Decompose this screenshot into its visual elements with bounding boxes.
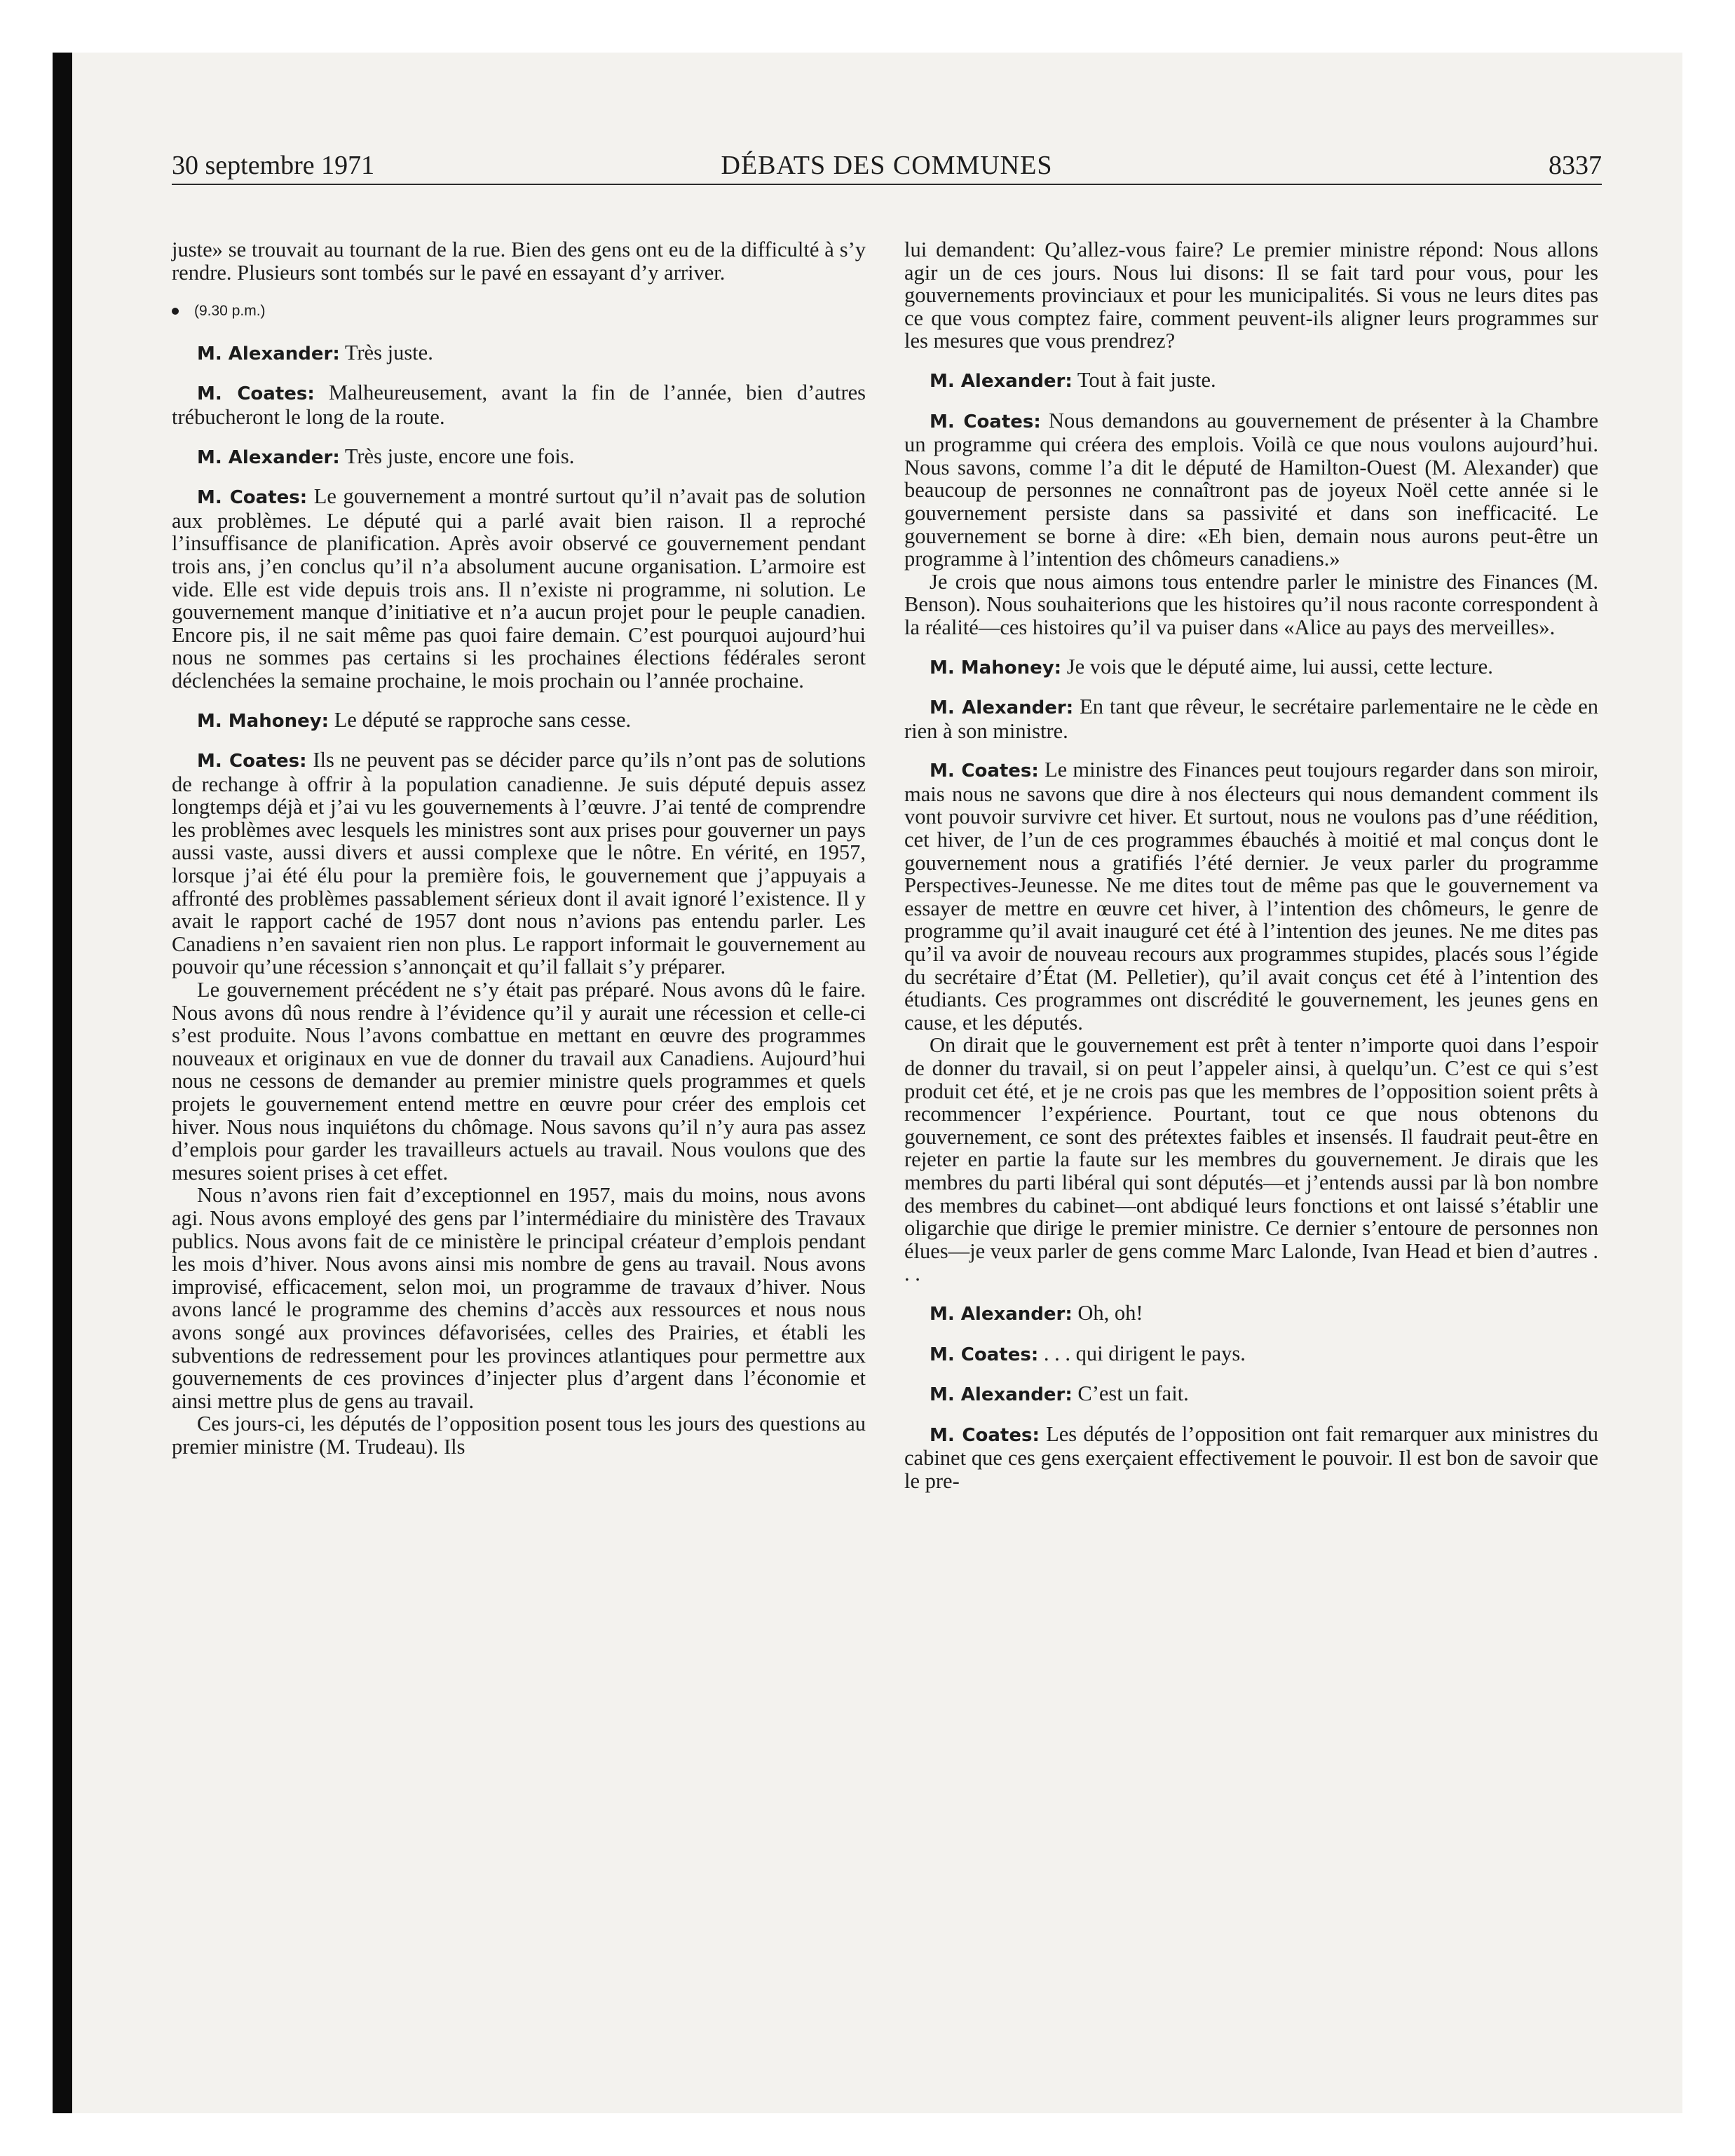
speech <box>904 409 1598 571</box>
speech <box>172 485 866 692</box>
speech <box>172 445 866 470</box>
speech <box>904 1302 1598 1326</box>
speaker-name: M. Mahoney: <box>930 657 1062 678</box>
speech-text: Le gouvernement a montré surtout qu’il n’avait pas de solution aux problèmes. Le député qui a parlé avait bien raison. Il a reproché l’insuffisance de planification. Après avoir observé ce gouvernement pendant trois ans, j’en conclus qu’il n’a absolument aucune organisation. L’armoire est vide. Elle est vide depuis trois ans. Il n’existe ni programme, ni solution. Le gouvernement manque d’initiative et n’a aucun projet pour le peuple canadien. Encore pis, il ne sait même pas quoi faire demain. C’est pourquoi aujourd’hui nous ne sommes pas certains si les prochaines élections fédérales seront déclenchées la semaine prochaine, le mois prochain ou l’année prochaine. <box>172 484 866 692</box>
speech-text: Les députés de l’opposition ont fait remarquer aux ministres du cabinet que ces gens exerçaient effectivement le pouvoir. Il est bon de savoir que le pre- <box>904 1421 1599 1493</box>
header-title: DÉBATS DES COMMUNES <box>721 151 1053 180</box>
scan-border <box>53 53 72 2113</box>
speaker-name: M. Alexander: <box>930 1384 1073 1406</box>
speaker-name: M. Coates: <box>197 487 308 509</box>
paragraph: Je crois que nous aimons tous entendre parler le ministre des Finances (M. Benson). Nous souhaiterions que les histoires qu’il nous raconte correspondent à la réalité—ces histoires qu’il va puiser dans «Alice au pays des merveilles». <box>904 569 1598 639</box>
speech-text: Malheureusement, avant la fin de l’année, bien d’autres trébucheront le long de la route. <box>172 381 866 429</box>
speech <box>904 369 1598 393</box>
speaker-name: M. Coates: <box>197 383 315 405</box>
speaker-name: M. Coates: <box>930 1424 1040 1446</box>
speech <box>904 1382 1598 1407</box>
speech <box>904 695 1598 742</box>
header-date: 30 septembre 1971 <box>172 151 375 180</box>
speaker-name: M. Alexander: <box>930 1303 1073 1325</box>
speech <box>172 709 866 733</box>
bullet-icon <box>172 308 179 315</box>
page-header <box>172 146 1602 185</box>
speaker-name: M. Alexander: <box>197 446 340 468</box>
time-stamp-text: (9.30 p.m.) <box>194 303 266 320</box>
speech-text: C’est un fait. <box>1077 1381 1189 1406</box>
paragraph: Le gouvernement précédent ne s’y était pas préparé. Nous avons dû le faire. Nous avons dû nous rendre à l’évidence qu’il y aurait une récession et celle-ci s’est produite. Nous l’avons combattue en mettant en œuvre des programmes nouveaux et originaux en vue de donner du travail aux Canadiens. Aujourd’hui nous ne cessons de demander au premier ministre quels programmes et quels projets le gouvernement entend mettre en œuvre pour créer des emplois cet hiver. Nous nous inquiétons du chômage. Nous savons qu’il n’y aura pas assez d’emplois pour garder les travailleurs actuels au travail. Nous voulons que des mesures soient prises à cet effet. <box>172 978 866 1185</box>
speech <box>172 381 866 428</box>
paragraph: Ces jours-ci, les députés de l’opposition posent tous les jours des questions au premier ministre (M. Trudeau). Ils <box>172 1412 866 1459</box>
speech-text: Très juste. <box>344 340 433 364</box>
speech-text: Oh, oh! <box>1077 1300 1143 1325</box>
paragraph: juste» se trouvait au tournant de la rue. Bien des gens ont eu de la difficulté à s’y rendre. Plusieurs sont tombés sur le pavé en essayant d’y arriver. <box>172 238 866 285</box>
speech <box>904 1423 1598 1493</box>
speech-text: En tant que rêveur, le secrétaire parlementaire ne le cède en rien à son ministre. <box>904 695 1598 743</box>
speech-text: Tout à fait juste. <box>1077 367 1216 392</box>
speaker-name: M. Coates: <box>930 1344 1039 1365</box>
speech-text: Le député se rapproche sans cesse. <box>334 707 632 732</box>
speaker-name: M. Coates: <box>930 760 1039 782</box>
speech-text: Le ministre des Finances peut toujours regarder dans son miroir, mais nous ne savons que dire à nos électeurs qui nous demandent comment ils vont pouvoir survivre cet hiver. Et surtout, nous ne voulons pas d’une réédition, cet hiver, de l’un de ces programmes ébauchés à moitié et mal conçus dont le gouvernement nous a gratifiés l’été dernier. Je veux parler du programme Perspectives-Jeunesse. Ne me dites tout de même pas que le gouvernement va essayer de mettre en œuvre cet hiver, à l’intention des chômeurs, le genre de programme qu’il avait inauguré cet été à l’intention des jeunes. Ne me dites pas qu’il va avoir de nouveau recours aux programmes stupides, placés sous l’égide du secrétaire d’État (M. Pelletier), qu’il avait conçus cet été à l’intention des étudiants. Ces programmes ont discrédité le gouvernement, les jeunes gens en cause, et les députés. <box>904 758 1599 1035</box>
speech <box>172 341 866 366</box>
speech <box>904 1342 1598 1367</box>
speech-text: Ils ne peuvent pas se décider parce qu’ils n’ont pas de solutions de rechange à offrir à la population canadienne. Je suis député depuis assez longtemps déjà et j’ai vu les gouvernements à l’œuvre. J’ai tenté de comprendre les problèmes avec lesquels les ministres sont aux prises pour gouverner un pays aussi vaste, aussi divers et aussi complexe que le nôtre. En vérité, en 1957, lorsque j’ai été élu pour la première fois, le gouvernement que j’appuyais a affronté des problèmes passablement sérieux dont il avait ignoré l’existence. Il y avait le rapport caché de 1957 dont nous n’avions pas entendu parler. Les Canadiens n’en savaient rien non plus. Le rapport informait le gouvernement au pouvoir qu’une récession s’annonçait et qu’il fallait s’y préparer. <box>172 748 866 979</box>
left-column <box>172 238 866 1459</box>
speech-text: . . . qui dirigent le pays. <box>1043 1341 1246 1365</box>
speech <box>904 655 1598 680</box>
speaker-name: M. Alexander: <box>930 697 1074 719</box>
speech-text: Nous demandons au gouvernement de présenter à la Chambre un programme qui créera des emplois. Voilà ce que nous voulons aujourd’hui. Nous savons, comme l’a dit le député de Hamilton-Ouest (M. Alexander) que beaucoup de personnes ne connaîtront pas de joyeux Noël cette année si le gouvernement persiste dans sa passivité et dans son inefficacité. Le gouvernement se borne à dire: «Eh bien, demain nous aurons peut-être un programme à l’intention des chômeurs canadiens.» <box>904 408 1598 571</box>
speaker-name: M. Alexander: <box>197 343 340 364</box>
speaker-name: M. Coates: <box>930 411 1041 432</box>
speaker-name: M. Coates: <box>197 751 307 772</box>
paragraph: On dirait que le gouvernement est prêt à tenter n’importe quoi dans l’espoir de donner du travail, si on peut l’appeler ainsi, à quelqu’un. C’est ce qui s’est produit cet été, et je ne crois pas que les membres de l’opposition soient prêts à recommencer l’expérience. Pourtant, tout ce que nous obtenons du gouvernement, ce sont des prétextes faibles et insensés. Il faudrait peut-être en rejeter en partie la faute sur les membres du gouvernement. Je dirais que les membres du parti libéral qui sont députés—et j’entends aussi par là bon nombre des membres du cabinet—ont abdiqué leurs fonctions et ont laissé s’établir une oligarchie que dirige le premier ministre. Ce dernier s’entoure de personnes non élues—je veux parler de gens comme Marc Lalonde, Ivan Head et bien d’autres . . . <box>904 1033 1598 1286</box>
header-page-number: 8337 <box>1549 151 1602 180</box>
speaker-name: M. Alexander: <box>930 370 1073 392</box>
time-stamp <box>172 300 866 323</box>
speech <box>904 758 1598 1034</box>
paragraph: lui demandent: Qu’allez-vous faire? Le premier ministre répond: Nous allons agir un de ces jours. Nous lui disons: Il se fait tard pour vous, pour les gouvernements provinciaux et pour les municipalités. Si vous ne leurs dites pas ce que vous comptez faire, comment peuvent-ils aligner leurs programmes sur les mesures que vous prendrez? <box>904 238 1598 353</box>
speech-text: Je vois que le député aime, lui aussi, cette lecture. <box>1066 654 1493 678</box>
paragraph: Nous n’avons rien fait d’exceptionnel en 1957, mais du moins, nous avons agi. Nous avons employé des gens par l’intermédiaire du ministère des Travaux publics. Nous avons fait de ce ministère le principal créateur d’emplois pendant les mois d’hiver. Nous avons ainsi mis nombre de gens au travail. Nous avons improvisé, efficacement, selon moi, un programme de travaux d’hiver. Nous avons lancé le programme des chemins d’accès aux ressources et nous nous avons songé aux provinces défavorisées, celles des Prairies, et établi les subventions de redressement pour les provinces atlantiques pour permettre aux gouvernements de ces provinces d’injecter plus d’argent dans l’économie et ainsi mettre plus de gens au travail. <box>172 1183 866 1413</box>
speaker-name: M. Mahoney: <box>197 710 329 732</box>
right-column <box>904 238 1598 1509</box>
speech-text: Très juste, encore une fois. <box>344 444 575 468</box>
speech <box>172 749 866 978</box>
